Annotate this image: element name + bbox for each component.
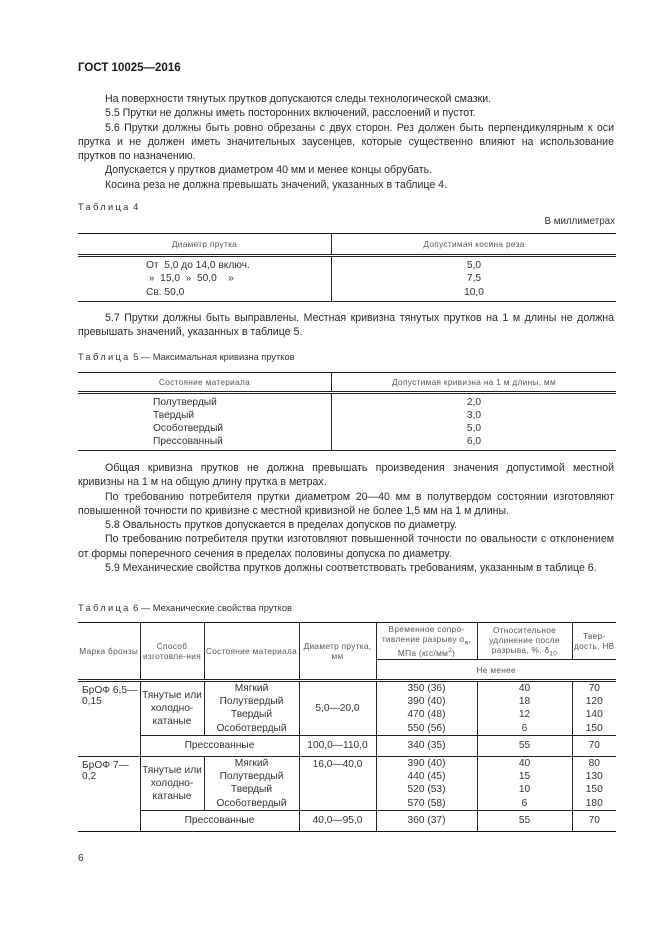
table-row [78,810,616,831]
paragraph: Общая кривизна прутков не должна превышать произведения значения допустимой местной кривизны на 1 м на общую длину прутка в метрах. [78,462,614,489]
table-cell-value: 5,0 7,5 10,0 [332,256,617,302]
table-cell-elongation: 40 15 10 6 [477,756,572,810]
table-cell-elongation: 55 [477,735,572,756]
table-number: 4 [133,202,139,212]
table-5-caption [78,352,295,362]
document-header: ГОСТ 10025—2016 [78,62,181,74]
table-title: 5 — Максимальная кривизна прутков [133,352,295,362]
table-cell-grade: БрОФ 7—0,2 [78,756,140,831]
table-cell-diameter: 5,0—20,0 [299,681,376,736]
table-cell-strength: 390 (40) 440 (45) 520 (53) 570 (58) [376,756,477,810]
column-header: Допустимая кривизна на 1 м длины, мм [332,373,617,393]
table-cell-hardness: 70 [572,735,616,756]
column-header-state: Состояние материала [204,623,299,681]
table-row [78,735,616,756]
section-5-8-5-9-text [78,461,614,575]
paragraph: 5.6 Прутки должны быть ровно обрезаны с двух сторон. Рез должен быть перпендикулярным к оси прутка и не должен иметь значительных заусенцев, которые существенно влияют на использование прутков по назначению. [78,121,614,163]
table-cell-diameter: 40,0—95,0 [299,810,376,831]
column-header-hardness: Твер-дость, НВ [572,623,616,660]
table-row [78,756,616,810]
section-5-5-5-6-text [78,92,614,192]
table-4-units: В миллиметрах [544,216,615,227]
section-5-7-text [78,311,614,340]
table-cell-pressed: Прессованные [140,735,299,756]
table-cell-diameter: 16,0—40,0 [299,756,376,810]
table-cell-diameter: От 5,0 до 14,0 включ. » 15,0 » 50,0 » Св. 50,0 [78,256,332,302]
table-cell-hardness: 70 120 140 150 [572,681,616,736]
paragraph: По требованию потребителя прутки изготовляют повышенной точности по овальности с отклонением от формы поперечного сечения в пределах половины допуска по диаметру. [78,533,614,560]
table-cell-hardness: 80 130 150 180 [572,756,616,810]
table-label: Таблица [78,603,131,613]
column-header: Диаметр прутка [78,234,332,256]
paragraph: По требованию потребителя прутки диаметром 20—40 мм в полутвердом состоянии изготовляют повышенной точности по кривизне с местной кривизной не более 1,5 мм на 1 м длины. [78,490,614,517]
table-title: 6 — Механические свойства прутков [133,603,292,613]
paragraph: 5.7 Прутки должны быть выправлены. Местная кривизна тянутых прутков на 1 м длины не должна превышать значений, указанных в таблице 5. [78,312,614,339]
page-number: 6 [78,853,84,864]
table-cell-method: Тянутые или холодно-катаные [140,756,204,810]
table-label: Таблица [78,352,131,362]
table-5 [78,372,616,451]
table-cell-elongation: 40 18 12 6 [477,681,572,736]
paragraph: Допускается у прутков диаметром 40 мм и менее концы обрубать. [105,164,433,177]
paragraph: 5.9 Механические свойства прутков должны соответствовать требованиям, указанным в таблице 6. [105,562,597,575]
table-cell-method: Тянутые или холодно-катаные [140,681,204,736]
column-header-grade: Марка бронзы [78,623,140,681]
table-6-caption [78,603,292,613]
not-less-note: Не менее [376,660,616,681]
table-cell-strength: 340 (35) [376,735,477,756]
table-cell-states: Мягкий Полутвердый Твердый Особотвердый [204,756,299,810]
column-header: Допустимая косина реза [332,234,617,256]
table-label: Таблица [78,202,131,212]
table-cell-strength: 350 (36) 390 (40) 470 (48) 550 (56) [376,681,477,736]
table-6 [78,622,616,832]
table-cell-value: 2,0 3,0 5,0 6,0 [332,393,617,451]
table-cell-state: Полутвердый Твердый Особотвердый Прессованный [78,393,332,451]
table-cell-states: Мягкий Полутвердый Твердый Особотвердый [204,681,299,736]
table-cell-pressed: Прессованные [140,810,299,831]
paragraph: 5.8 Овальность прутков допускается в пределах допусков по диаметру. [105,519,458,532]
paragraph: Косина реза не должна превышать значений, указанных в таблице 4. [105,178,448,191]
column-header-elongation: Относительное удлинение после разрыва, %, $\delta_{10}$ [477,623,572,660]
table-cell-grade: БрОФ 6,5—0,15 [78,681,140,757]
table-cell-diameter: 100,0—110,0 [299,735,376,756]
column-header: Состояние материала [78,373,332,393]
column-header-diameter: Диаметр прутка, мм [299,623,376,681]
paragraph: На поверхности тянутых прутков допускаются следы технологической смазки. [105,93,492,105]
table-cell-hardness: 70 [572,810,616,831]
table-row [78,681,616,736]
column-header-method: Способ изготовле-ния [140,623,204,681]
table-4 [78,233,616,302]
paragraph: 5.5 Прутки не должны иметь посторонних включений, расслоений и пустот. [105,107,476,120]
table-4-caption [78,202,138,212]
column-header-tensile-strength: Временное сопро-тивление разрыву $\sigma_в$, МПа $(кгс/мм^2)$ [376,623,477,660]
table-cell-elongation: 55 [477,810,572,831]
table-cell-strength: 360 (37) [376,810,477,831]
